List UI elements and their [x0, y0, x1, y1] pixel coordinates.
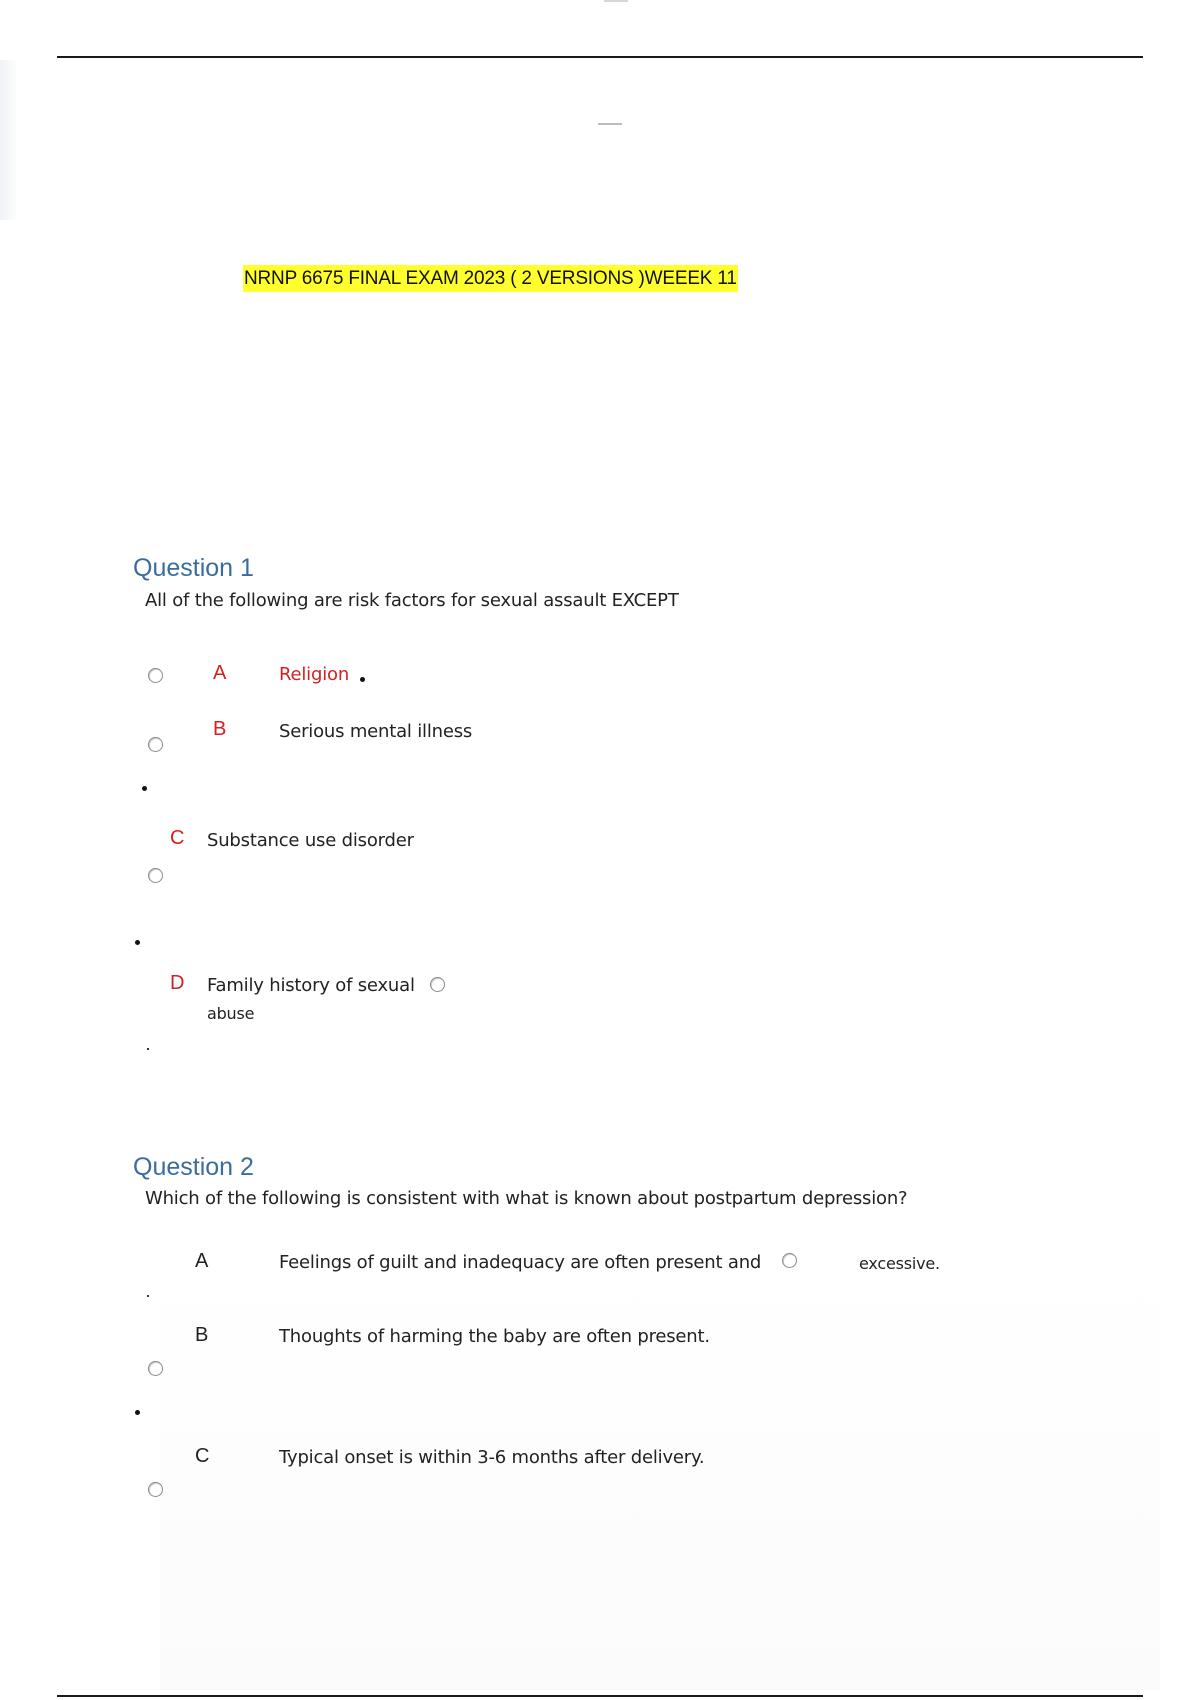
exam-title: NRNP 6675 FINAL EXAM 2023 ( 2 VERSIONS )WEEEK 11: [243, 265, 738, 292]
option-letter: A: [195, 1250, 209, 1272]
bullet-tick: [147, 1048, 149, 1050]
radio-q2-b[interactable]: [148, 1361, 163, 1376]
question-2-heading: Question 2: [133, 1153, 254, 1181]
question-2-prompt: Which of the following is consistent with what is known about postpartum depression?: [145, 1188, 908, 1209]
option-letter: C: [170, 827, 185, 849]
radio-q1-d[interactable]: [430, 977, 445, 992]
option-letter: B: [195, 1324, 209, 1346]
footer-rule: [57, 1695, 1143, 1697]
option-letter: A: [213, 662, 227, 684]
option-letter: C: [195, 1445, 210, 1467]
page-shade: [160, 1260, 1160, 1690]
option-text[interactable]: Serious mental illness: [279, 721, 473, 742]
option-text-continued: excessive.: [859, 1254, 940, 1273]
radio-q1-b[interactable]: [148, 737, 163, 752]
divider-mark: [598, 123, 622, 125]
option-letter: B: [213, 718, 227, 740]
bullet-dot: [142, 786, 147, 791]
radio-q1-a[interactable]: [148, 668, 163, 683]
option-text[interactable]: Thoughts of harming the baby are often present.: [279, 1326, 710, 1347]
option-text[interactable]: Typical onset is within 3-6 months after delivery.: [279, 1447, 705, 1468]
radio-q1-c[interactable]: [148, 868, 163, 883]
bullet-dot: [135, 1410, 140, 1415]
bullet-tick: [147, 1295, 149, 1297]
radio-q2-a[interactable]: [782, 1253, 797, 1268]
option-text-continued: abuse: [207, 1004, 255, 1023]
question-1-heading: Question 1: [133, 554, 254, 582]
option-letter: D: [170, 972, 185, 994]
header-rule: [57, 56, 1143, 58]
question-1-prompt: All of the following are risk factors for sexual assault EXCEPT: [145, 590, 679, 611]
page-edge-shade: [0, 60, 18, 220]
option-text[interactable]: Substance use disorder: [207, 830, 414, 851]
bullet-dot: [135, 940, 140, 945]
option-text[interactable]: Feelings of guilt and inadequacy are often present and: [279, 1252, 762, 1273]
header-mark: [604, 0, 628, 2]
option-text[interactable]: Religion: [279, 664, 350, 685]
bullet-dot: [360, 677, 365, 682]
radio-q2-c[interactable]: [148, 1482, 163, 1497]
option-text[interactable]: Family history of sexual: [207, 975, 415, 996]
